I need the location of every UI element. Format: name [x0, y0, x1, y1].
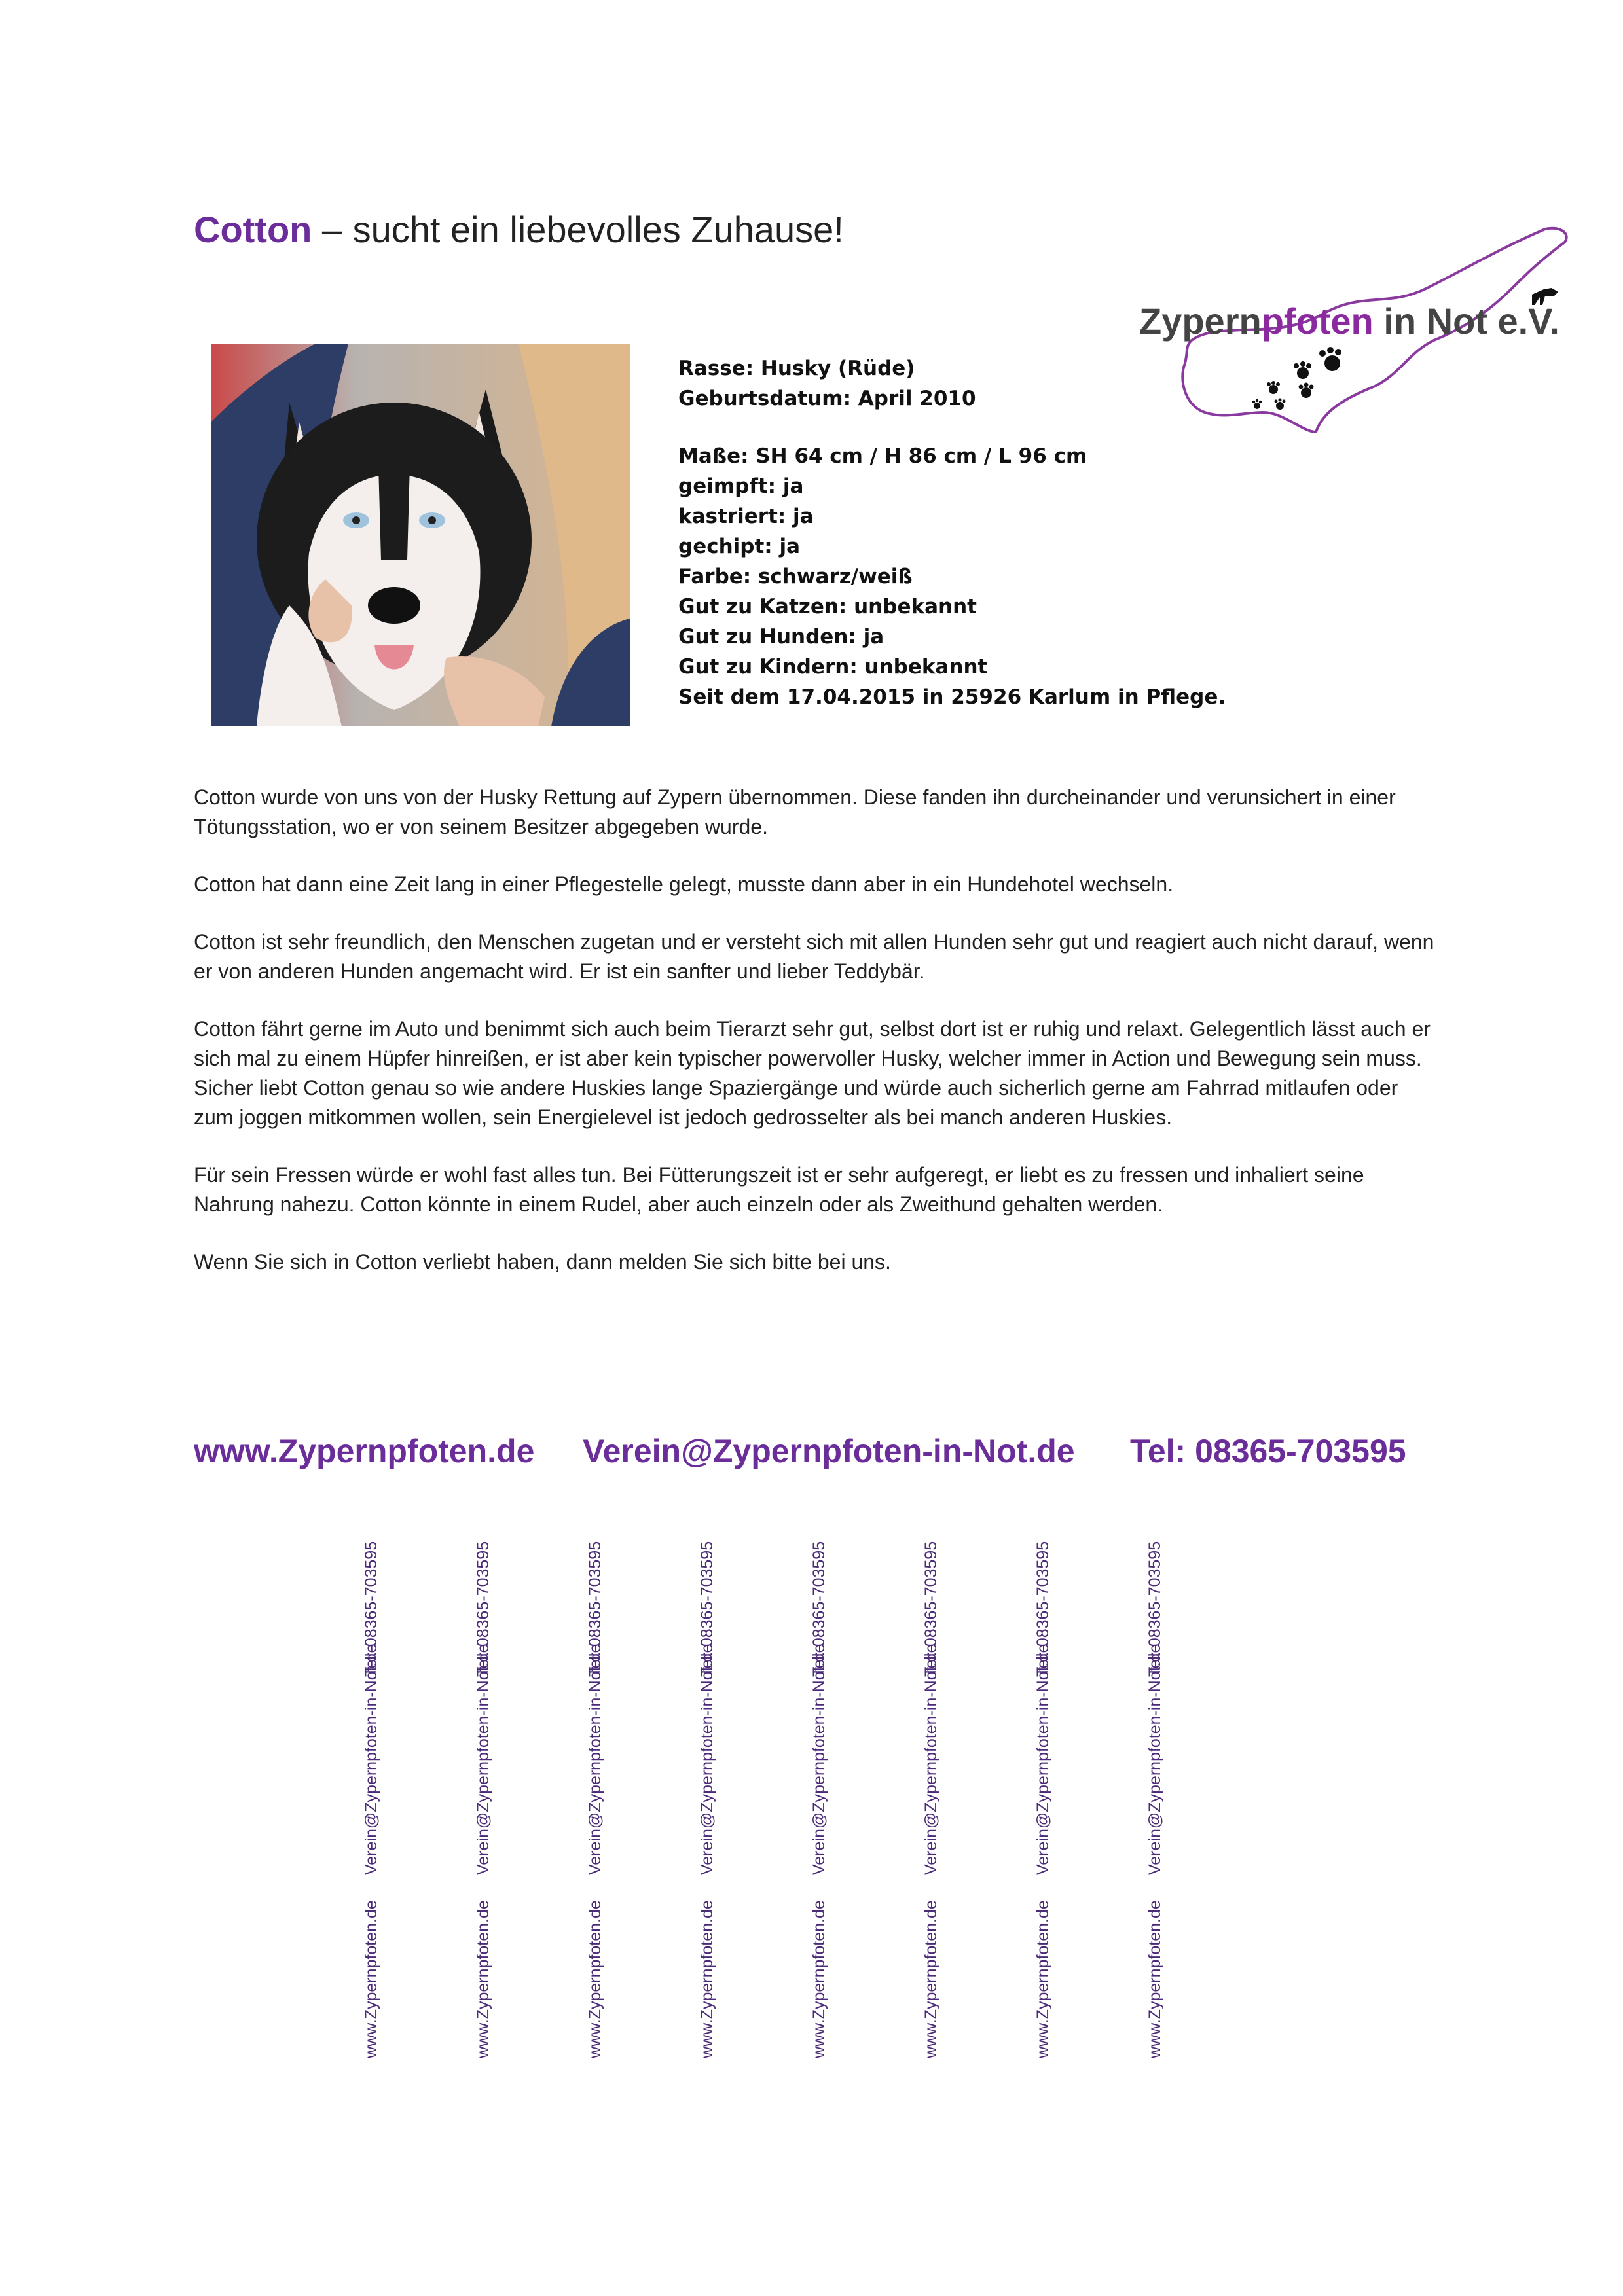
- strip-email: Verein@Zypernpfoten-in-Not.de: [586, 1643, 604, 1875]
- logo-wordmark: [1139, 300, 1559, 342]
- strip-website: www.Zypernpfoten.de: [586, 1900, 604, 2058]
- strip-phone: Tel: 08365-703595: [698, 1541, 716, 1677]
- fact-kinder: Gut zu Kindern: unbekannt: [678, 655, 988, 679]
- fact-pflege: Seit dem 17.04.2015 in 25926 Karlum in Pflege.: [678, 685, 1226, 709]
- strip-email: Verein@Zypernpfoten-in-Not.de: [362, 1643, 380, 1875]
- strip-email: Verein@Zypernpfoten-in-Not.de: [810, 1643, 828, 1875]
- paragraph: Wenn Sie sich in Cotton verliebt haben, dann melden Sie sich bitte bei uns.: [194, 1250, 891, 1274]
- strip-email: Verein@Zypernpfoten-in-Not.de: [474, 1643, 492, 1875]
- strip-email: Verein@Zypernpfoten-in-Not.de: [1034, 1643, 1052, 1875]
- tear-off-strip[interactable]: [1020, 1541, 1066, 2058]
- strip-website: www.Zypernpfoten.de: [474, 1900, 492, 2058]
- tear-off-strip[interactable]: [460, 1541, 506, 2058]
- tear-off-strip[interactable]: [684, 1541, 730, 2058]
- tear-off-strip[interactable]: [908, 1541, 954, 2058]
- strip-phone: Tel: 08365-703595: [586, 1541, 604, 1677]
- description: [194, 783, 1438, 1305]
- logo-text-in-not: in Not e.V.: [1373, 300, 1559, 342]
- strip-phone: Tel: 08365-703595: [1034, 1541, 1052, 1677]
- strip-website: www.Zypernpfoten.de: [922, 1900, 940, 2058]
- strip-website: www.Zypernpfoten.de: [810, 1900, 828, 2058]
- fact-gechipt: gechipt: ja: [678, 535, 801, 558]
- paragraph: Cotton ist sehr freundlich, den Menschen zugetan und er versteht sich mit allen Hunden sehr gut und reagiert auch nicht darauf, wenn er von anderen Hunden angemacht wird. Er ist ein sanfter und lieber Teddybär.: [194, 930, 1434, 983]
- paragraph: Cotton hat dann eine Zeit lang in einer Pflegestelle gelegt, musste dann aber in ein Hundehotel wechseln.: [194, 872, 1174, 896]
- strip-phone: Tel: 08365-703595: [474, 1541, 492, 1677]
- strip-phone: Tel: 08365-703595: [810, 1541, 828, 1677]
- logo-text-pfoten: pfoten: [1261, 300, 1374, 342]
- fact-geimpft: geimpft: ja: [678, 475, 804, 498]
- strip-phone: Tel: 08365-703595: [362, 1541, 380, 1677]
- fact-geburtsdatum: Geburtsdatum: April 2010: [678, 387, 976, 410]
- strip-website: www.Zypernpfoten.de: [1146, 1900, 1164, 2058]
- strip-phone: Tel: 08365-703595: [922, 1541, 940, 1677]
- strip-phone: Tel: 08365-703595: [1146, 1541, 1164, 1677]
- fact-rasse: Rasse: Husky (Rüde): [678, 357, 915, 380]
- fact-masse: Maße: SH 64 cm / H 86 cm / L 96 cm: [678, 444, 1087, 468]
- dog-name: Cotton: [194, 209, 312, 250]
- dog-photo: [211, 344, 630, 726]
- tear-off-strip[interactable]: [348, 1541, 394, 2058]
- dog-facts: [678, 353, 1267, 712]
- contact-line: [194, 1432, 1438, 1478]
- page-title: [194, 208, 844, 251]
- tear-off-strip[interactable]: [572, 1541, 618, 2058]
- phone-number: Tel: 08365-703595: [1130, 1433, 1406, 1469]
- strip-website: www.Zypernpfoten.de: [362, 1900, 380, 2058]
- tear-off-strip[interactable]: [1132, 1541, 1178, 2058]
- strip-email: Verein@Zypernpfoten-in-Not.de: [922, 1643, 940, 1875]
- email-link[interactable]: Verein@Zypernpfoten-in-Not.de: [583, 1433, 1075, 1469]
- paragraph: Für sein Fressen würde er wohl fast alles tun. Bei Fütterungszeit ist er sehr aufgeregt, er liebt es zu fressen und inhaliert seine Nahrung nahezu. Cotton könnte in einem Rudel, aber auch einzeln oder als Zweithund gehalten werden.: [194, 1163, 1364, 1216]
- strip-website: www.Zypernpfoten.de: [1034, 1900, 1052, 2058]
- strip-email: Verein@Zypernpfoten-in-Not.de: [1146, 1643, 1164, 1875]
- fact-farbe: Farbe: schwarz/weiß: [678, 565, 913, 588]
- fact-katzen: Gut zu Katzen: unbekannt: [678, 595, 977, 619]
- website-link[interactable]: www.Zypernpfoten.de: [194, 1433, 535, 1469]
- strip-website: www.Zypernpfoten.de: [698, 1900, 716, 2058]
- title-tagline: – sucht ein liebevolles Zuhause!: [312, 209, 844, 250]
- paragraph: Cotton fährt gerne im Auto und benimmt sich auch beim Tierarzt sehr gut, selbst dort ist er ruhig und relaxt. Gelegentlich lässt auch er sich mal zu einem Hüpfer hinreißen, er ist aber kein typischer powervoller Husky, welcher immer in Action und Bewegung sein muss. Sicher liebt Cotton genau so wie andere Huskies lange Spaziergänge und würde auch sicherlich gerne am Fahrrad mitlaufen oder zum joggen mitkommen wollen, sein Energielevel ist jedoch gedrosselter als bei manch anderen Huskies.: [194, 1017, 1431, 1129]
- fact-hunde: Gut zu Hunden: ja: [678, 625, 884, 649]
- paragraph: Cotton wurde von uns von der Husky Rettung auf Zypern übernommen. Diese fanden ihn durcheinander und verunsichert in einer Tötungsstation, wo er von seinem Besitzer abgegeben wurde.: [194, 785, 1396, 838]
- strip-email: Verein@Zypernpfoten-in-Not.de: [698, 1643, 716, 1875]
- fact-kastriert: kastriert: ja: [678, 505, 814, 528]
- tear-off-strip[interactable]: [796, 1541, 842, 2058]
- logo-text-zypern: Zypern: [1139, 300, 1262, 342]
